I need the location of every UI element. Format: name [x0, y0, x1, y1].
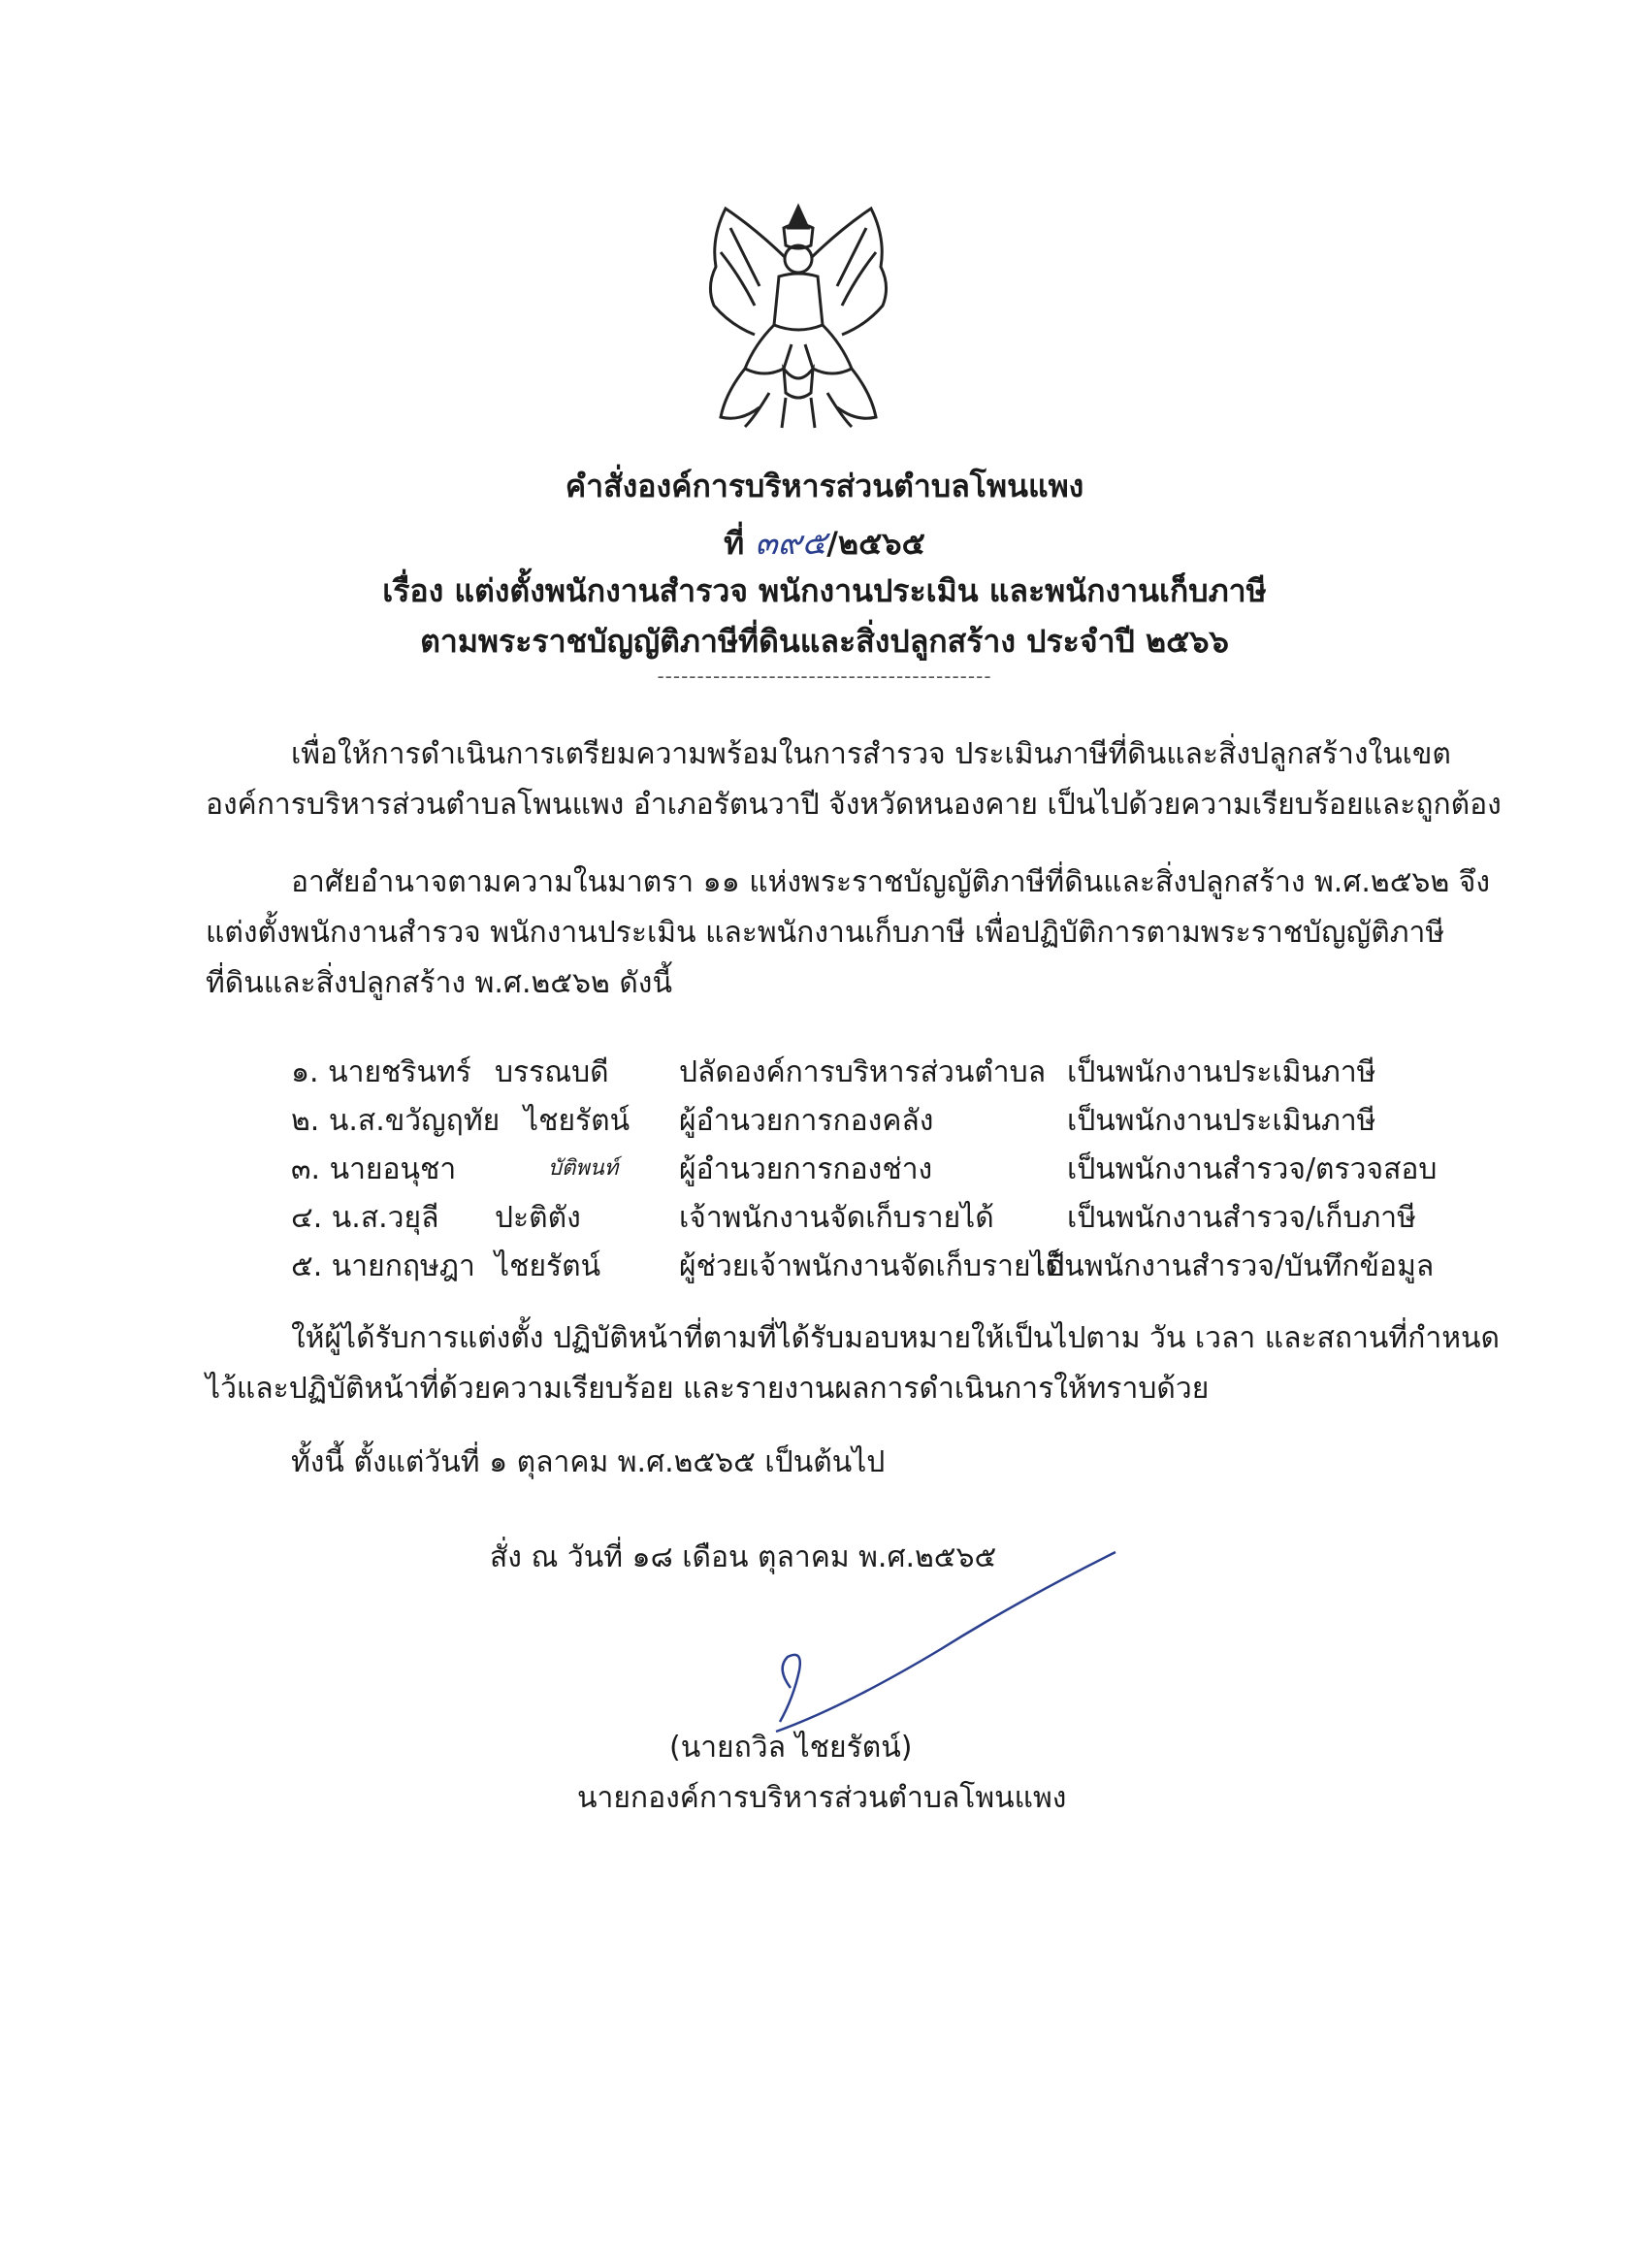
order-title: คำสั่งองค์การบริหารส่วนตำบลโพนแพง [565, 468, 1084, 504]
order-number-handwritten: ๓๙๕ [755, 524, 827, 563]
appointee-surname: ไชยรัตน์ [524, 1104, 630, 1138]
appointee-role: เป็นพนักงานประเมินภาษี [1067, 1055, 1376, 1089]
order-number [0, 516, 1649, 568]
closing-p3-line2: ไว้และปฏิบัติหน้าที่ด้วยความเรียบร้อย และรายงานผลการดำเนินการให้ทราบด้วย [206, 1372, 1210, 1406]
order-subject-line2: ตามพระราชบัญญัติภาษีที่ดินและสิ่งปลูกสร้าง ประจำปี ๒๕๖๖ [420, 623, 1229, 660]
appointee-name: ๕. นายกฤษฎา [291, 1249, 475, 1283]
appointee-position: ผู้อำนวยการกองช่าง [679, 1152, 933, 1186]
order-number-prefix: ที่ [724, 525, 745, 562]
body-p2-line3: ที่ดินและสิ่งปลูกสร้าง พ.ศ.๒๕๖๒ ดังนี้ [206, 966, 672, 1000]
body-p2-line1: อาศัยอำนาจตามความในมาตรา ๑๑ แห่งพระราชบัญญัติภาษีที่ดินและสิ่งปลูกสร้าง พ.ศ.๒๕๖๒ จึง [291, 865, 1490, 899]
closing-effective-date: ทั้งนี้ ตั้งแต่วันที่ ๑ ตุลาคม พ.ศ.๒๕๖๕ เป็นต้นไป [291, 1445, 886, 1479]
appointee-surname: ปะติตัง [495, 1201, 581, 1235]
appointee-position: เจ้าพนักงานจัดเก็บรายได้ [679, 1201, 994, 1235]
order-subject: เรื่อง แต่งตั้งพนักงานสำรวจ พนักงานประเมิน และพนักงานเก็บภาษี [382, 572, 1267, 609]
garuda-emblem-icon [687, 199, 910, 434]
signature-scrawl-icon [698, 1542, 1125, 1736]
appointee-name: ๒. น.ส.ขวัญฤทัย [291, 1104, 501, 1138]
body-p2-line2: แต่งตั้งพนักงานสำรวจ พนักงานประเมิน และพนักงานเก็บภาษี เพื่อปฏิบัติการตามพระราชบัญญัติภาษี [206, 916, 1445, 950]
appointee-surname: ไชยรัตน์ [495, 1249, 601, 1283]
appointee-name: ๑. นายชรินทร์ [291, 1055, 471, 1089]
order-number-suffix: /๒๕๖๕ [826, 525, 925, 562]
body-p1-line2: องค์การบริหารส่วนตำบลโพนแพง อำเภอรัตนวาปี จังหวัดหนองคาย เป็นไปด้วยความเรียบร้อยและถูกต้อง [206, 788, 1502, 822]
appointee-surname-handwritten: บัติพนท์ [548, 1156, 619, 1181]
body-p1-line1: เพื่อให้การดำเนินการเตรียมความพร้อมในการสำรวจ ประเมินภาษีที่ดินและสิ่งปลูกสร้างในเขต [291, 737, 1451, 771]
header-separator: ------------------------------------------ [657, 664, 992, 688]
appointee-role: เป็นพนักงานสำรวจ/ตรวจสอบ [1067, 1152, 1438, 1186]
appointee-position: ผู้ช่วยเจ้าพนักงานจัดเก็บรายได้ [679, 1249, 1065, 1283]
appointee-surname: บรรณบดี [495, 1055, 609, 1089]
appointee-name: ๔. น.ส.วยุลี [291, 1201, 439, 1235]
closing-p3-line1: ให้ผู้ได้รับการแต่งตั้ง ปฏิบัติหน้าที่ตามที่ได้รับมอบหมายให้เป็นไปตาม วัน เวลา และสถานที่กำหนด [291, 1321, 1500, 1355]
appointee-role: เป็นพนักงานสำรวจ/บันทึกข้อมูล [1036, 1249, 1435, 1283]
appointee-role: เป็นพนักงานสำรวจ/เก็บภาษี [1067, 1201, 1416, 1235]
appointee-position: ผู้อำนวยการกองคลัง [679, 1104, 934, 1138]
appointee-role: เป็นพนักงานประเมินภาษี [1067, 1104, 1376, 1138]
signatory-title: นายกองค์การบริหารส่วนตำบลโพนแพง [577, 1781, 1067, 1815]
appointee-position: ปลัดองค์การบริหารส่วนตำบล [679, 1055, 1047, 1089]
signatory-name: (นายถวิล ไชยรัตน์) [669, 1731, 913, 1765]
appointee-name: ๓. นายอนุชา [291, 1152, 457, 1186]
order-date-line: สั่ง ณ วันที่ ๑๘ เดือน ตุลาคม พ.ศ.๒๕๖๕ [490, 1540, 997, 1574]
